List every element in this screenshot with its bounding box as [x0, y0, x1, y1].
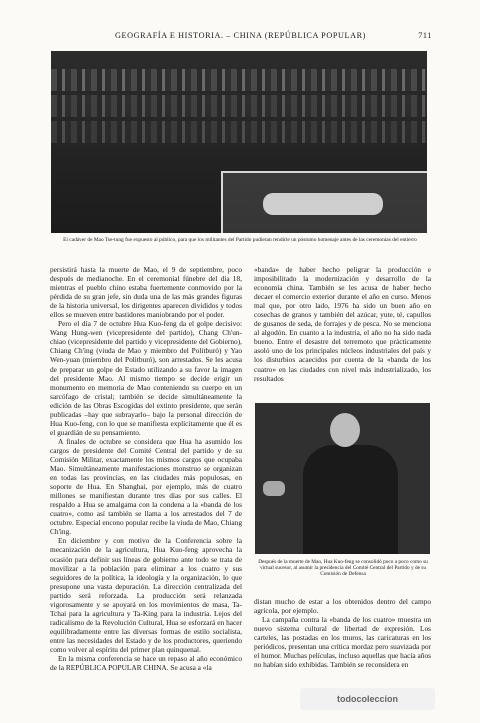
right-text-column-top: [254, 265, 431, 383]
page-header: [40, 31, 432, 43]
paragraph: En la misma conferencia se hace un repaso al año económico de la REPÚBLICA POPULAR CHINA. Se acusa a «la: [50, 654, 242, 673]
paragraph: distan mucho de estar a los obtenidos dentro del campo agrícola, por ejemplo.: [254, 597, 431, 616]
header-title: GEOGRAFÍA E HISTORIA. – CHINA (REPÚBLICA POPULAR): [115, 31, 367, 40]
hua-kuo-feng-portrait: [255, 403, 430, 554]
photo-caption: El cadáver de Mao Tse-tung fue expuesto al público, para que los militantes del Partido pudieran rendirle un póstumo homenaje antes de las ceremonias del entierro: [63, 237, 417, 243]
figure-hand: [263, 481, 285, 496]
paragraph: «banda» de haber hecho peligrar la producción e imposibilitado la modernización y desarrollo de la economía china. También se les acusa de haber hecho decaer el comercio exterior durante el año en curso. Menos mal que, por otro lado, 1976 ha sido un buen año en cosechas de granos y también del azúcar, yute, té, capullos de gusanos de seda, de forrajes y de pesca. No se menciona al algodón. En cuanto a la industria, el año no ha sido nada bueno. Entre el desastre del terremoto que prácticamente asoló uno de los principales núcleos industriales del país y los disturbios acaecidos por cuenta de la «banda de los cuatro» en las ciudades con nivel más industrializado, los resultados: [254, 265, 431, 383]
crystal-sarcophagus: [221, 171, 427, 233]
watermark: todocoleccion: [300, 688, 435, 710]
portrait-caption: Después de la muerte de Mao, Hua Kuo-feng se consolidó poco a poco como su virtual sucesor, al asumir la presidencia del Comité Central del Partido y de su Comisión de Defensa: [258, 559, 428, 578]
paragraph: Pero el día 7 de octubre Hua Kuo-feng da el golpe decisivo: Wang Hung-wen (vicepresidente del partido), Chang Ch'un-chiao (vicepresidente del partido y vicepresidente del Gobierno), Chiang Ch'ing (viuda de Mao y miembro del Politburó) y Yao Wen-yuan (miembro del Politburó), son arrestados. Se les acusa de preparar un golpe de Estado utilizando a su favor la imagen del presidente Mao. Al mismo tiempo se decide erigir un monumento en memoria de Mao conteniendo su cuerpo en un sarcófago de cristal; también se decide simultáneamente la edición de las Obras Escogidas del extinto presidente, que serán publicadas –hay que subrayarlo– bajo la personal dirección de Hua Kuo-feng, con lo que se manifiesta explícitamente que él es el guardián de su pensamiento.: [50, 319, 242, 437]
paragraph: persistirá hasta la muerte de Mao, el 9 de septiembre, poco después de medianoche. En el ceremonial fúnebre del día 18, mientras el pueblo chino estaba fuertemente conmovido por la pérdida de su gran jefe, sin duda una de las más grandes figuras de la historia universal, los dirigentes aparecen divididos y todos ellos se mueven entre bastidores maniobrando por el poder.: [50, 265, 242, 320]
paragraph: A finales de octubre se considera que Hua ha asumido los cargos de presidente del Comité Central del partido y de su Comisión Militar, exactamente los mismos cargos que ocupaba Mao. Simultáneamente manifestaciones monstruo se organizan en todas las provincias, en las ciudades más populosas, en soporte de Hua. En Shanghai, por ejemplo, más de cuatro millones se manifiestan durante tres días por sus calles. El respaldo a Hua se amalgama con la condena a la «banda de los cuatro», como así también se llama a los arrestados del 7 de octubre. Especial encono popular recibe la viuda de Mao, Chiang Ch'ing.: [50, 436, 242, 537]
left-text-column: [50, 265, 242, 672]
paragraph: En diciembre y con motivo de la Conferencia sobre la mecanización de la agricultura, Hua Kuo-feng aprovecha la ocasión para definir sus líneas de gobierno ante todo se trata de movilizar a la población para eliminar a los cuatro y sus seguidores de la política, la ideología y la organización, lo que presupone una vasta depuración. La dirección centralizada del partido será reforzada. La producción será relanzada vigorosamente y se apoyará en los movimientos de masa, Ta-Tchai para la agricultura y Ta-King para la industria. Lejos del radicalismo de la Revolución Cultural, Hua se esforzará en hacer equilibradamente entre las diversas formas de estilo socialista, entre las necesidades del Estado y de los productores, queriendo como volver al espíritu del primer plan quinquenal.: [50, 536, 242, 654]
right-text-column-bottom: [254, 597, 431, 669]
figure-head: [330, 413, 360, 447]
paragraph: La campaña contra la «banda de los cuatro» muestra un nuevo sistema cultural de libertad de expresión. Los carteles, las postadas en los muros, las caricaturas en los periódicos, presentan una crítica mordaz pero suavizada por el humor. Muchas películas, incluso aquellas que hacía años no habían sido exhibidas. También se reconsidera en: [254, 615, 431, 670]
figure-suit: [303, 445, 398, 554]
shrouded-body: [263, 193, 383, 215]
page-number: 711: [418, 31, 432, 40]
crowd-row: [51, 69, 427, 91]
crowd-row: [51, 95, 427, 117]
crowd-row: [51, 121, 427, 143]
mao-lying-in-state-photo: [51, 51, 427, 233]
